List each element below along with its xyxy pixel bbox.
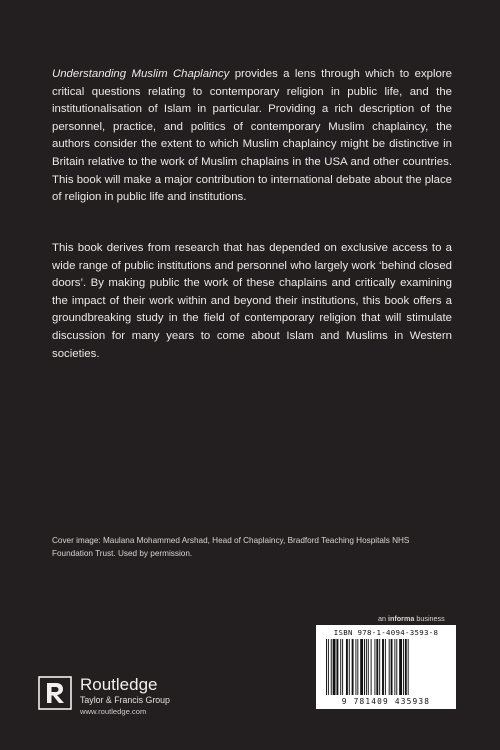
barcode-bar xyxy=(399,639,402,695)
informa-brand: informa xyxy=(388,614,415,623)
barcode-bar xyxy=(328,639,329,695)
barcode-bars xyxy=(326,639,446,697)
barcode-bar xyxy=(405,639,407,695)
book-title-italic: Understanding Muslim Chaplaincy xyxy=(52,68,230,80)
informa-prefix: an xyxy=(378,614,388,623)
informa-business-tagline xyxy=(378,614,445,623)
barcode-bar xyxy=(385,639,386,695)
barcode-bar xyxy=(364,639,365,695)
barcode-bar xyxy=(346,639,348,695)
barcode-bar xyxy=(368,639,369,695)
isbn-barcode xyxy=(316,625,456,709)
publisher-url[interactable]: www.routledge.com xyxy=(80,707,147,716)
barcode-bar xyxy=(382,639,384,695)
barcode-digits: 9 781409 435938 xyxy=(341,697,431,706)
publisher-group: Taylor & Francis Group xyxy=(80,695,170,705)
barcode-bar xyxy=(333,639,336,695)
barcode-bar xyxy=(391,639,393,695)
barcode-bar xyxy=(396,639,397,695)
barcode-bar xyxy=(355,639,356,695)
barcode-bar xyxy=(340,639,341,695)
barcode-bar xyxy=(360,639,363,695)
barcode-bar xyxy=(352,639,354,695)
barcode-bar xyxy=(331,639,332,695)
barcode-bar xyxy=(403,639,404,695)
barcode-bar xyxy=(357,639,358,695)
barcode-bar xyxy=(379,639,380,695)
barcode-bar xyxy=(336,639,338,695)
barcode-bar xyxy=(326,639,327,695)
cover-image-credit: Cover image: Maulana Mohammed Arshad, Head of Chaplaincy, Bradford Teaching Hospitals NHS Foundation Trust. Used by permission. xyxy=(52,536,410,558)
publisher-name: Routledge xyxy=(80,675,158,694)
blurb-paragraph-1-text: provides a lens through which to explore critical questions relating to contemporary religion in public life, and the institutionalisation of Islam in particular. Providing a rich description of the personnel, practice, and politics of contemporary Muslim chaplaincy, the authors consider the extent to which Muslim chaplaincy might be distinctive in Britain relative to the work of Muslim chaplains in the USA and other countries. This book will make a major contribution to international debate about the place of religion in public life and institutions. xyxy=(52,68,452,204)
publisher-block xyxy=(80,676,170,717)
barcode-bar xyxy=(342,639,343,695)
routledge-r-icon xyxy=(38,676,72,710)
barcode-bar xyxy=(371,639,372,695)
blurb-paragraph-1 xyxy=(52,66,452,207)
blurb-paragraph-2: This book derives from research that has depended on exclusive access to a wide range of public institutions and personnel who largely work ‘behind closed doors’. By making public the work of these chaplains and critically examining the impact of their work within and beyond their institutions, this book offers a groundbreaking study in the field of contemporary religion that will stimulate discussion for many years to come about Islam and Muslims in Western societies. xyxy=(52,242,452,360)
barcode-bar xyxy=(374,639,375,695)
barcode-bar xyxy=(389,639,390,695)
barcode-bar xyxy=(394,639,395,695)
barcode-bar xyxy=(408,639,409,695)
informa-suffix: business xyxy=(414,614,445,623)
barcode-bar xyxy=(376,639,378,695)
barcode-bar xyxy=(366,639,367,695)
barcode-bar xyxy=(349,639,350,695)
isbn-label: ISBN 978-1-4094-3593-8 xyxy=(333,628,439,637)
